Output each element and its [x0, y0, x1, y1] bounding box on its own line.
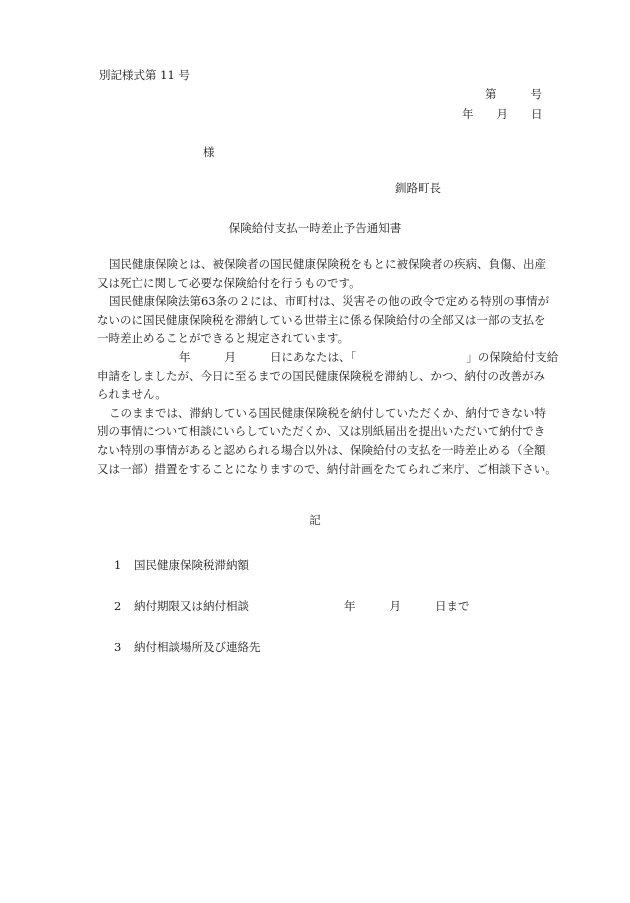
deadline-until: 日まで — [435, 599, 470, 613]
payment-deadline-date — [344, 600, 470, 614]
para3-close: 」の保険給付支給 — [466, 349, 559, 364]
item-label: 納付期限又は納付相談 — [134, 599, 249, 613]
body-line: このままでは、滞納している国民健康保険税を納付していただくか、納付できない特 — [109, 405, 546, 420]
doc-number-suffix: 号 — [530, 87, 542, 101]
item-number: 3 — [114, 640, 122, 654]
item-number: 1 — [114, 558, 122, 572]
paragraph-3 — [97, 348, 575, 404]
doc-number-prefix: 第 — [485, 87, 497, 101]
list-item — [114, 600, 249, 614]
para3-year: 年 — [179, 349, 191, 364]
body-line: 又は死亡に関して必要な保険給付を行うものです。 — [97, 275, 361, 290]
paragraph-2 — [97, 292, 575, 348]
deadline-year: 年 — [344, 599, 356, 613]
paragraph-1 — [97, 255, 575, 292]
body-line — [97, 348, 575, 367]
paragraph-4 — [97, 404, 575, 478]
body-line: ない特別の事情があると認められる場合以外は、保険給付の支払を一時差止める（全額 — [97, 442, 546, 457]
doc-date-month: 月 — [496, 107, 508, 121]
body-line: ないのに国民健康保険税を滞納している世帯主に係る保険給付の全部又は一部の支払を — [97, 312, 546, 327]
body-line: 別の事情について相談にいらしていただくか、又は別紙届出を提出いただいて納付でき — [97, 424, 546, 439]
body-line: られません。 — [97, 387, 167, 402]
body-line: 国民健康保険法第63条の２には、市町村は、災害その他の政令で定める特別の事情が — [109, 294, 550, 309]
notice-body — [97, 255, 575, 478]
body-line: 申請をしましたが、今日に至るまでの国民健康保険税を滞納し、かつ、納付の改善がみ — [97, 368, 546, 383]
document-number — [485, 88, 542, 102]
document-title: 保険給付支払一時差止予告通知書 — [228, 221, 402, 235]
item-number: 2 — [114, 599, 122, 613]
list-item — [114, 641, 261, 655]
ki-heading: 記 — [309, 513, 321, 527]
item-label: 国民健康保険税滞納額 — [134, 558, 249, 572]
body-line: 又は一部）措置をすることになりますので、納付計画をたてられご来庁、ご相談下さい。 — [97, 461, 557, 476]
form-id: 別記様式第 11 号 — [99, 68, 190, 82]
deadline-month: 月 — [389, 599, 401, 613]
doc-date-year: 年 — [462, 107, 474, 121]
body-line: 一時差止めることができると規定されています。 — [97, 331, 350, 346]
para3-month: 月 — [224, 349, 236, 364]
doc-date-day: 日 — [531, 107, 543, 121]
item-label: 納付相談場所及び連絡先 — [134, 640, 261, 654]
para3-day-text: 日にあなたは、「 — [270, 349, 357, 364]
recipient-honorific: 様 — [203, 145, 215, 159]
sender-name: 釧路町長 — [395, 181, 441, 195]
body-line: 国民健康保険とは、被保険者の国民健康保険税をもとに被保険者の疾病、負傷、出産 — [109, 257, 546, 271]
document-date — [462, 108, 543, 122]
list-item — [114, 559, 249, 573]
